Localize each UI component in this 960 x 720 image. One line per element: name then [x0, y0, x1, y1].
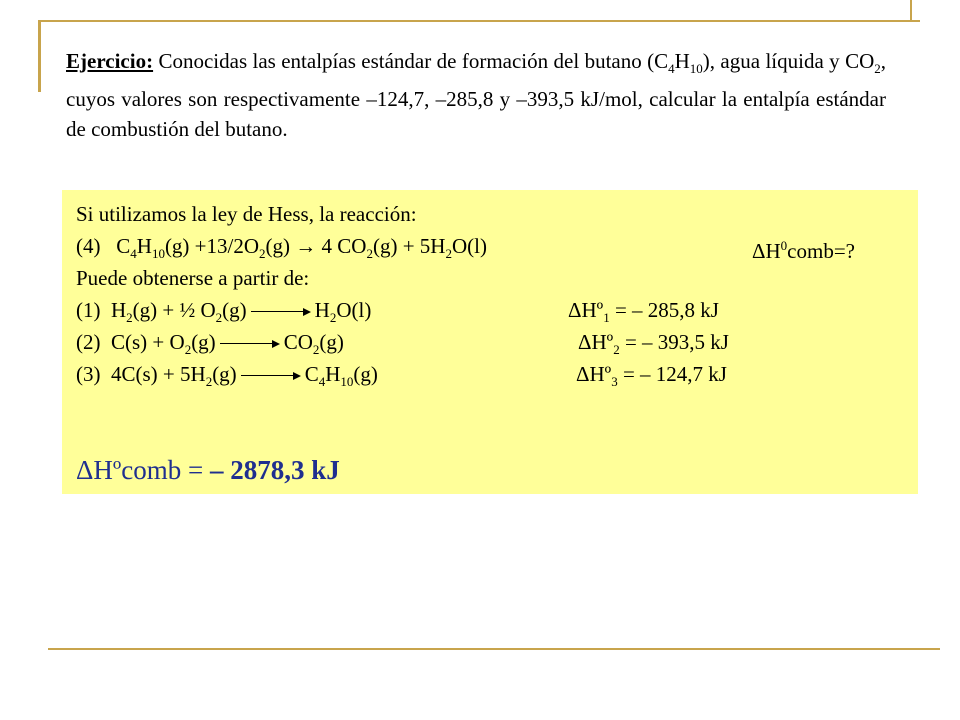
reaction-term: H	[111, 298, 127, 322]
subscript: 2	[259, 246, 266, 262]
exercise-statement	[66, 46, 886, 144]
reaction-3-enthalpy	[576, 362, 727, 394]
long-arrow-icon	[241, 371, 301, 381]
reaction-4-enthalpy	[752, 234, 855, 263]
enthalpy-symbol: ΔH	[752, 239, 781, 263]
solution-intro: Si utilizamos la ley de Hess, la reacción:	[76, 202, 417, 226]
enthalpy-value: = – 393,5 kJ	[619, 330, 729, 354]
long-arrow-icon	[251, 307, 311, 317]
reaction-term: (g) + ½ O	[132, 298, 216, 322]
subscript: 2	[126, 310, 133, 326]
top-rule	[38, 20, 920, 22]
reaction-term: 4 CO	[316, 234, 367, 258]
reaction-term: C	[304, 362, 319, 386]
exercise-subscript: 4	[668, 61, 675, 77]
subscript: 2	[215, 310, 223, 326]
reaction-2-enthalpy	[578, 330, 729, 362]
right-rule	[910, 0, 912, 20]
subscript: 4	[130, 246, 137, 262]
reaction-number: (4)	[76, 234, 101, 258]
exercise-text-part: , cuyos valores son respectivamente –124,7, –285,8 y –393,5 kJ/mol, calcular la entalpía estándar de combustión del butano.	[66, 49, 886, 142]
reaction-term: (g)	[222, 298, 247, 322]
subscript: 10	[151, 246, 165, 262]
long-arrow-icon	[220, 339, 280, 349]
reaction-term: C(s) + O	[111, 330, 185, 354]
reaction-term: H	[136, 234, 152, 258]
bottom-rule	[48, 648, 940, 650]
enthalpy-value: = – 285,8 kJ	[609, 298, 719, 322]
subscript: 2	[312, 342, 320, 358]
exercise-subscript: 2	[874, 61, 881, 77]
reaction-term: O(l)	[336, 298, 372, 322]
reaction-term: (g)	[191, 330, 216, 354]
reaction-2	[76, 330, 906, 362]
from-text: Puede obtenerse a partir de:	[76, 266, 310, 290]
subscript: 3	[611, 374, 618, 390]
reaction-term: H	[314, 298, 330, 322]
reaction-term: H	[325, 362, 341, 386]
reaction-term: 4C(s) + 5H	[111, 362, 206, 386]
enthalpy-value: comb=?	[787, 239, 855, 263]
reaction-term: (g) + 5H	[372, 234, 446, 258]
superscript: 0	[780, 238, 788, 253]
reaction-number: (3)	[76, 362, 101, 386]
reaction-term: (g)	[265, 234, 296, 258]
reaction-3	[76, 362, 906, 394]
subscript: 2	[366, 246, 373, 262]
exercise-text-part: Conocidas las entalpías estándar de formación del butano (C	[153, 49, 669, 73]
reaction-number: (2)	[76, 330, 101, 354]
reaction-term: (g)	[212, 362, 237, 386]
reaction-arrow-icon: →	[295, 234, 317, 258]
reaction-4	[76, 234, 906, 266]
exercise-text-part: ), agua líquida y CO	[702, 49, 875, 73]
left-rule	[38, 20, 41, 92]
subscript: 2	[205, 374, 213, 390]
subscript: 1	[603, 310, 610, 326]
subscript: 2	[445, 246, 452, 262]
subscript: 10	[340, 374, 354, 390]
enthalpy-symbol: ΔHº	[576, 362, 612, 386]
reaction-1-enthalpy	[568, 298, 719, 330]
reaction-term: (g)	[353, 362, 378, 386]
reaction-term: (g) +13/2O	[164, 234, 260, 258]
reaction-term: (g)	[319, 330, 344, 354]
reaction-1	[76, 298, 906, 330]
subscript: 4	[318, 374, 326, 390]
reaction-term: O(l)	[451, 234, 487, 258]
result-label: ΔHºcomb =	[76, 455, 210, 485]
combustion-enthalpy-result	[76, 454, 340, 486]
result-value: – 2878,3 kJ	[209, 455, 340, 485]
subscript: 2	[613, 342, 620, 358]
enthalpy-value: = – 124,7 kJ	[617, 362, 727, 386]
reaction-number: (1)	[76, 298, 101, 322]
enthalpy-symbol: ΔHº	[568, 298, 604, 322]
subscript: 2	[184, 342, 192, 358]
reaction-term: CO	[283, 330, 313, 354]
solution-box	[62, 190, 918, 494]
exercise-text-part: H	[674, 49, 690, 73]
exercise-subscript: 10	[689, 61, 703, 77]
enthalpy-symbol: ΔHº	[578, 330, 614, 354]
reaction-term: C	[116, 234, 131, 258]
exercise-label: Ejercicio:	[66, 49, 154, 73]
subscript: 2	[329, 310, 337, 326]
